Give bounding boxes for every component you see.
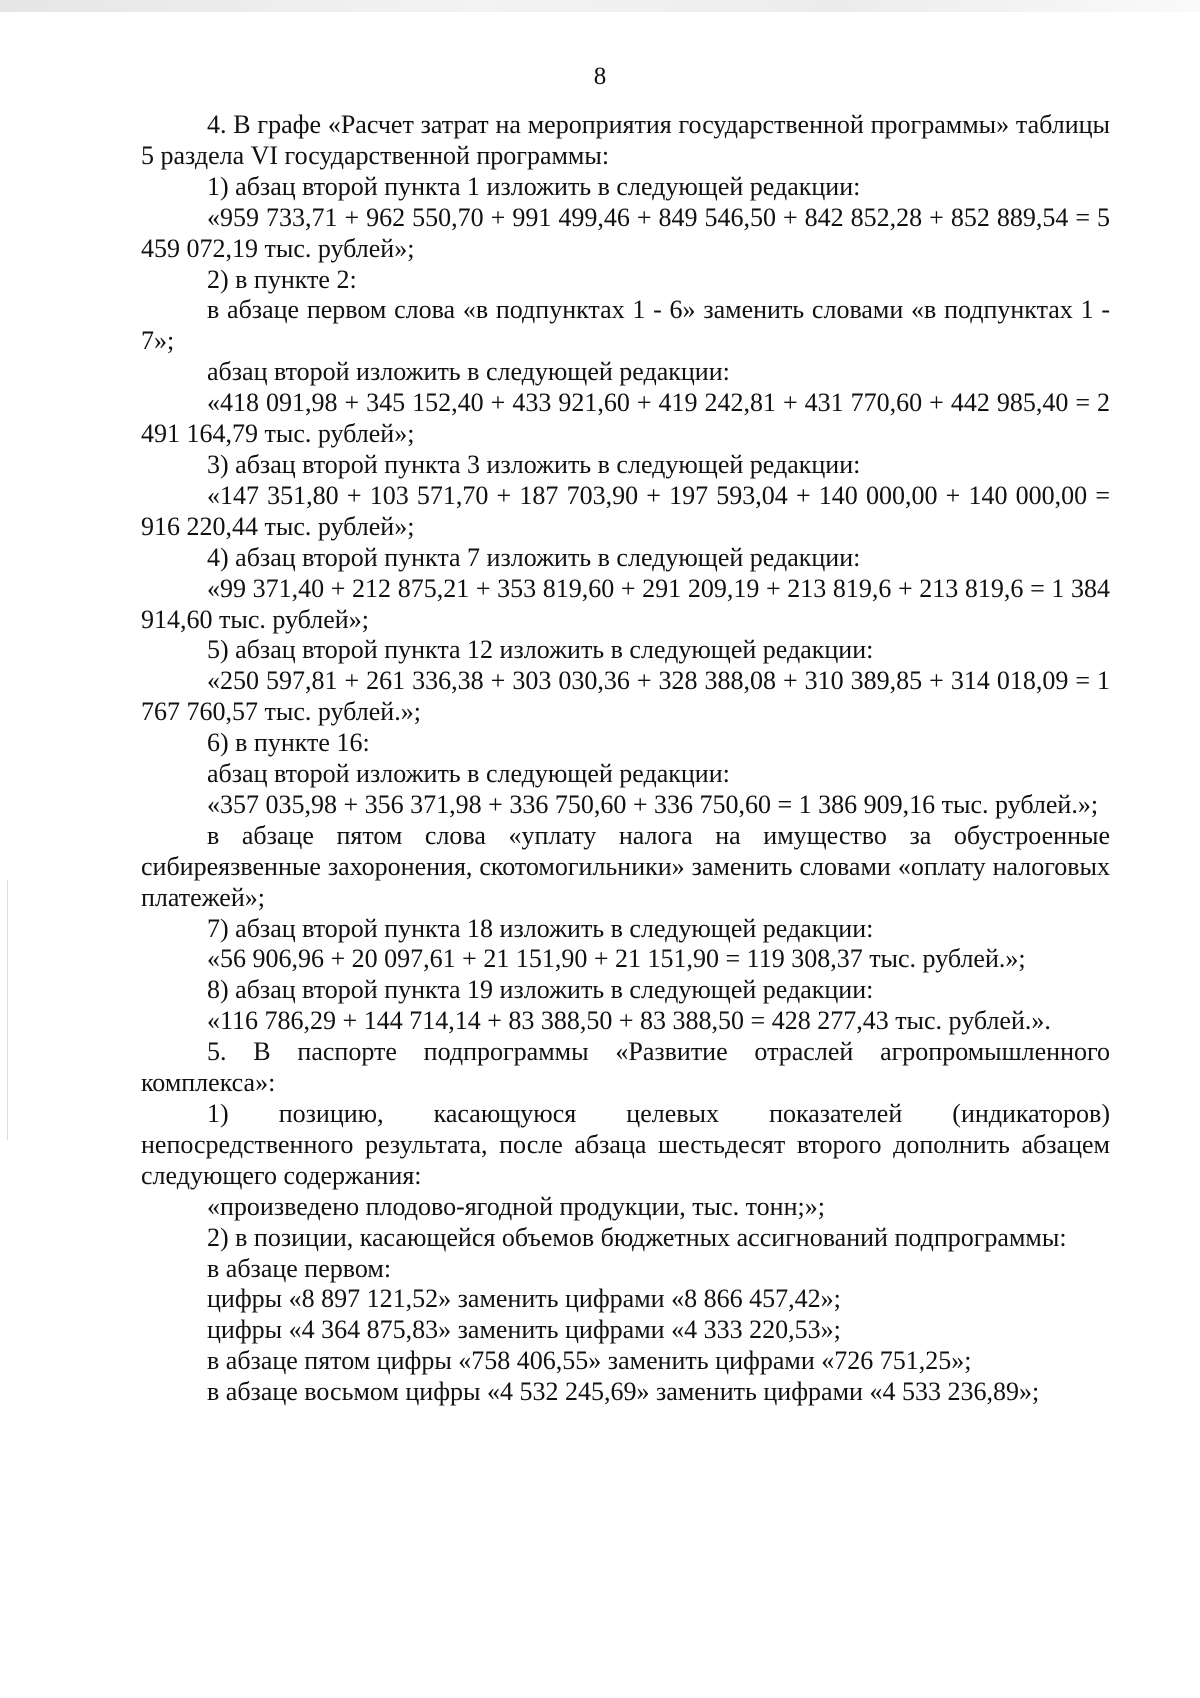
paragraph: в абзаце восьмом цифры «4 532 245,69» заменить цифрами «4 533 236,89»; [207,1377,1040,1407]
paragraph: 6) в пункте 16: [207,728,370,758]
scan-top-edge [0,0,1200,12]
paragraph: «357 035,98 + 356 371,98 + 336 750,60 + 336 750,60 = 1 386 909,16 тыс. рублей.»; [207,789,1099,819]
paragraph: 4) абзац второй пункта 7 изложить в следующей редакции: [207,542,861,572]
paragraph: абзац второй изложить в следующей редакции: [207,357,730,387]
paragraph: «116 786,29 + 144 714,14 + 83 388,50 + 83 388,50 = 428 277,43 тыс. рублей.». [207,1006,1051,1036]
paragraph: «99 371,40 + 212 875,21 + 353 819,60 + 291 209,19 + 213 819,6 + 213 819,6 = 1 384 914,60 тыс. рублей»; [141,573,1110,634]
paragraph: «418 091,98 + 345 152,40 + 433 921,60 + 419 242,81 + 431 770,60 + 442 985,40 = 2 491 164,79 тыс. рублей»; [141,388,1110,449]
paragraph: 5. В паспорте подпрограммы «Развитие отраслей агропромышленного комплекса»: [141,1037,1110,1098]
paragraph: 2) в позиции, касающейся объемов бюджетных ассигнований подпрограммы: [207,1222,1067,1252]
paragraph: в абзаце пятом слова «уплату налога на имущество за обустроенные сибиреязвенные захоронения, скотомогильники» заменить словами «оплату налоговых платежей»; [141,820,1110,912]
paragraph: «250 597,81 + 261 336,38 + 303 030,36 + 328 388,08 + 310 389,85 + 314 018,09 = 1 767 760,57 тыс. рублей.»; [141,666,1110,727]
paragraph: «959 733,71 + 962 550,70 + 991 499,46 + 849 546,50 + 842 852,28 + 852 889,54 = 5 459 072,19 тыс. рублей»; [141,202,1110,263]
paragraph: «произведено плодово-ягодной продукции, тыс. тонн;»; [207,1191,825,1221]
page-number: 8 [593,63,607,90]
paragraph: 3) абзац второй пункта 3 изложить в следующей редакции: [207,449,861,479]
paragraph: 5) абзац второй пункта 12 изложить в следующей редакции: [207,635,874,665]
paragraph: цифры «4 364 875,83» заменить цифрами «4 333 220,53»; [207,1315,841,1345]
paragraph: 4. В графе «Расчет затрат на мероприятия государственной программы» таблицы 5 раздела VI государственной программы: [141,110,1110,170]
paragraph: «147 351,80 + 103 571,70 + 187 703,90 + 197 593,04 + 140 000,00 + 140 000,00 = 916 220,44 тыс. рублей»; [141,480,1110,541]
paragraph: в абзаце пятом цифры «758 406,55» заменить цифрами «726 751,25»; [207,1346,972,1376]
paragraph: 1) позицию, касающуюся целевых показателей (индикаторов) непосредственного результата, после абзаца шестьдесят второго дополнить абзацем следующего содержания: [141,1099,1110,1190]
document-body [141,110,1110,1408]
paragraph: цифры «8 897 121,52» заменить цифрами «8 866 457,42»; [207,1284,841,1314]
scan-left-edge-mark [7,880,8,1140]
paragraph: 1) абзац второй пункта 1 изложить в следующей редакции: [207,171,861,201]
paragraph: в абзаце первом: [207,1253,392,1283]
paragraph: «56 906,96 + 20 097,61 + 21 151,90 + 21 151,90 = 119 308,37 тыс. рублей.»; [207,944,1026,974]
paragraph: в абзаце первом слова «в подпунктах 1 - 6» заменить словами «в подпунктах 1 - 7»; [141,295,1110,356]
paragraph: 2) в пункте 2: [207,264,357,294]
paragraph: 8) абзац второй пункта 19 изложить в следующей редакции: [207,975,874,1005]
paragraph: 7) абзац второй пункта 18 изложить в следующей редакции: [207,913,874,943]
paragraph: абзац второй изложить в следующей редакции: [207,759,730,789]
